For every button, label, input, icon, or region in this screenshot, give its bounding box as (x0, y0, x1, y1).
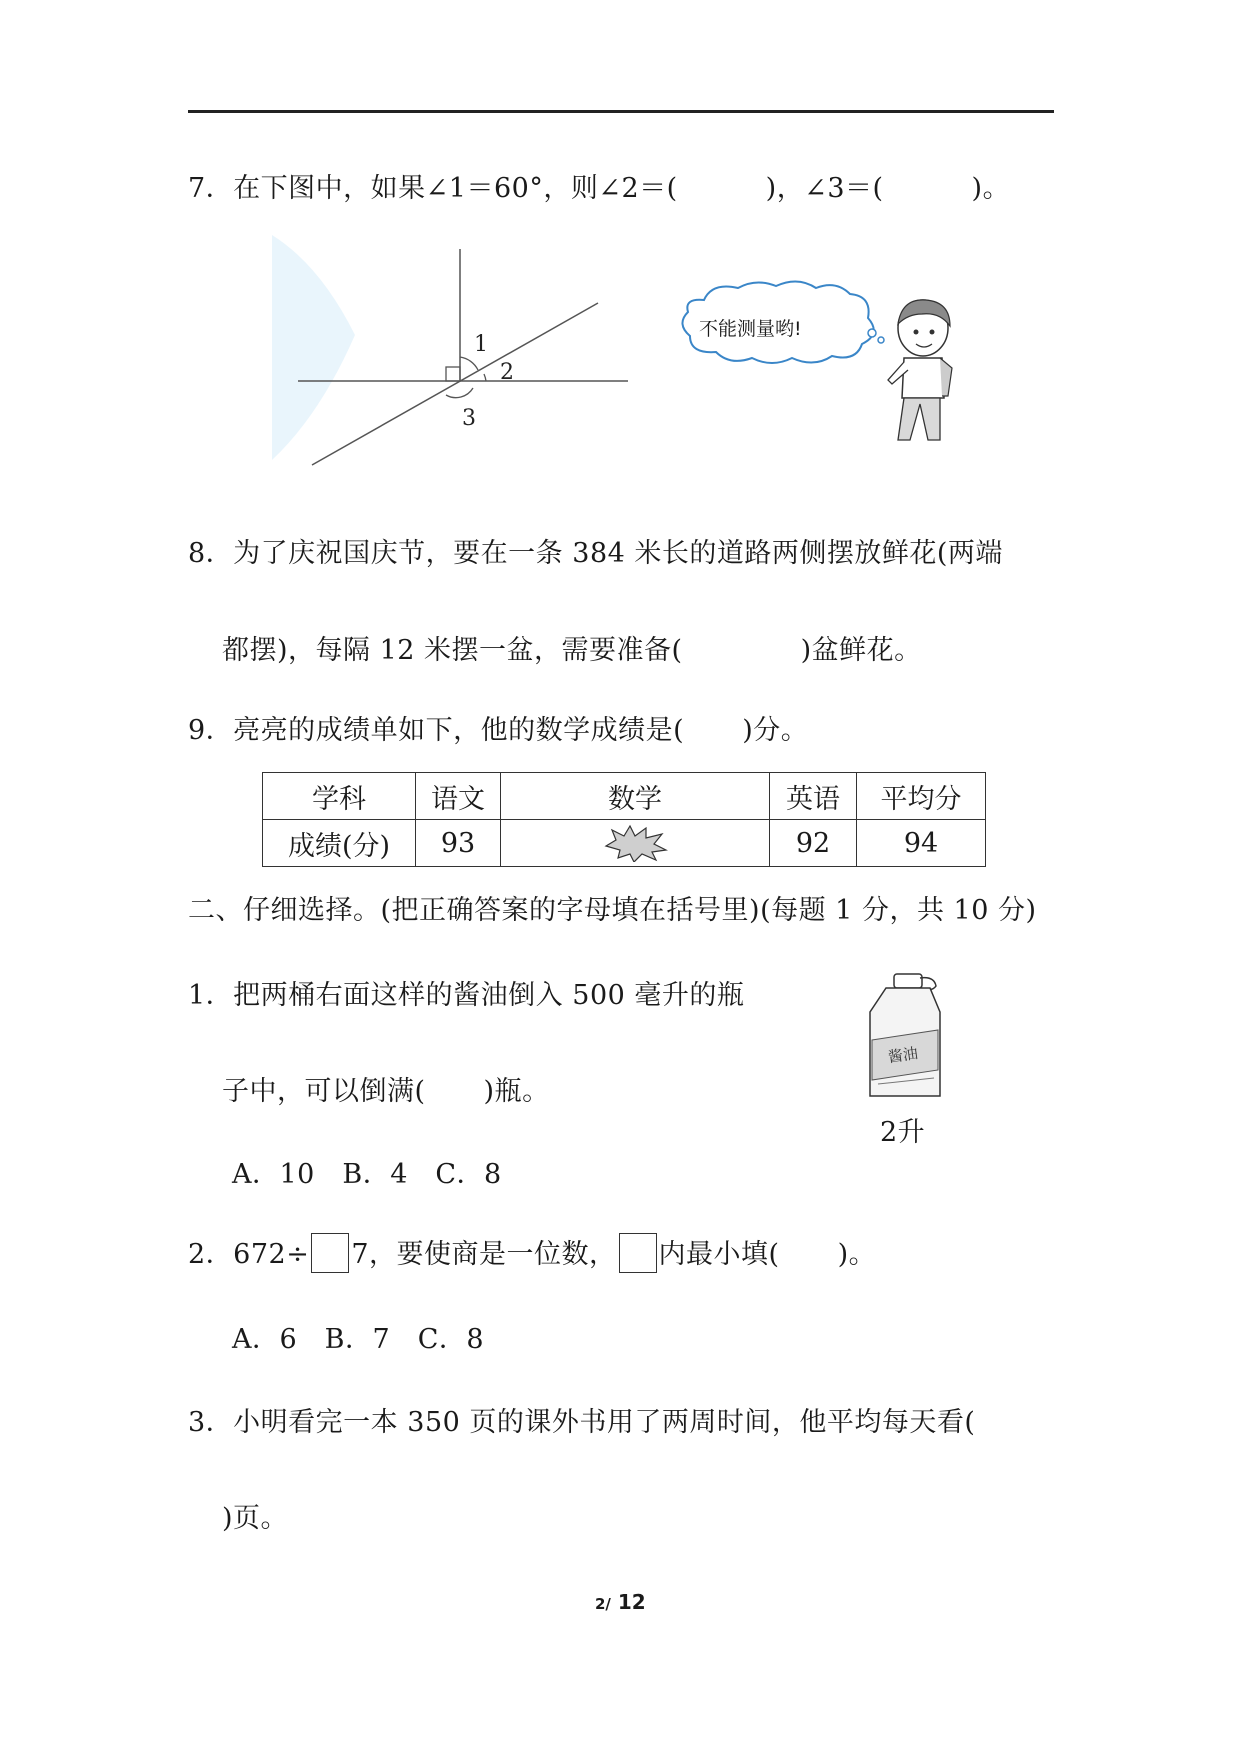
table-header-row (263, 773, 986, 820)
table-header-average: 平均分 (857, 773, 986, 820)
boy-illustration (878, 296, 978, 446)
choice-1-line-1: 1．把两桶右面这样的酱油倒入 500 毫升的瓶 (188, 980, 745, 1011)
choice-2 (188, 1232, 876, 1273)
q8-text-b: )盆鲜花。 (800, 635, 922, 666)
slanted-line (312, 303, 598, 465)
table-header-chinese: 语文 (416, 773, 501, 820)
angle-diagram (260, 225, 640, 475)
choice-3-line-1: 3．小明看完一本 350 页的课外书用了两周时间，他平均每天看( (188, 1407, 976, 1438)
bubble-text: 不能测量哟! (699, 318, 802, 340)
choice-1-line-2 (222, 1069, 550, 1108)
q9-text-b: )分。 (742, 715, 809, 746)
table-row-label: 成绩(分) (263, 820, 416, 867)
header-rule (188, 110, 1054, 113)
table-header-english: 英语 (770, 773, 857, 820)
c1-text-b: )瓶。 (483, 1076, 550, 1107)
question-7 (188, 166, 1010, 205)
bottle-caption: 2升 (880, 1117, 926, 1148)
q7-text-c: )。 (971, 173, 1011, 204)
blank-box (311, 1233, 349, 1273)
angle-3-arc (446, 388, 473, 398)
question-8-line-1: 8．为了庆祝国庆节，要在一条 384 米长的道路两侧摆放鲜花(两端 (188, 538, 1003, 569)
c1-text-a: 子中，可以倒满( (222, 1076, 426, 1107)
watermark (272, 235, 355, 460)
table-row (263, 820, 986, 867)
table-header-subject: 学科 (263, 773, 416, 820)
section-2-title: 二、仔细选择。(把正确答案的字母填在括号里)(每题 1 分，共 10 分) (188, 895, 1037, 926)
c2-text-b: 7，要使商是一位数， (351, 1239, 617, 1270)
table-header-math: 数学 (501, 773, 770, 820)
question-8-line-2 (222, 628, 922, 667)
angle-label-3: 3 (462, 406, 476, 431)
blank-box (619, 1233, 657, 1273)
choice-3-line-2: )页。 (222, 1503, 289, 1534)
angle-2-arc (484, 374, 486, 381)
c2-text-d: )。 (837, 1239, 877, 1270)
score-average: 94 (857, 820, 986, 867)
score-table (262, 772, 986, 867)
choice-1-options: A．10 B．4 C．8 (232, 1159, 502, 1190)
page-total: 12 (617, 1590, 646, 1614)
bottle-label: 酱油 (886, 1044, 919, 1067)
angle-1-arc (460, 357, 478, 370)
score-chinese: 93 (416, 820, 501, 867)
score-english: 92 (770, 820, 857, 867)
q8-text-a: 都摆)，每隔 12 米摆一盆，需要准备( (222, 635, 683, 666)
q7-text-b: )，∠3＝( (765, 173, 884, 204)
soy-sauce-bottle (864, 968, 946, 1102)
choice-2-options: A．6 B．7 C．8 (232, 1324, 485, 1355)
q9-text-a: 9．亮亮的成绩单如下，他的数学成绩是( (188, 715, 685, 746)
c2-text-a: 2．672÷ (188, 1239, 310, 1270)
score-math-cell (501, 820, 770, 867)
page-number (595, 1590, 646, 1614)
angle-label-1: 1 (474, 332, 488, 357)
angle-label-2: 2 (500, 360, 514, 385)
question-9 (188, 708, 808, 747)
page-current: 2/ (595, 1595, 611, 1613)
c2-text-c: 内最小填( (658, 1239, 780, 1270)
right-angle-mark (446, 367, 460, 381)
ink-splat-icon (602, 824, 668, 862)
q7-text-a: 7．在下图中，如果∠1＝60°，则∠2＝( (188, 173, 678, 204)
